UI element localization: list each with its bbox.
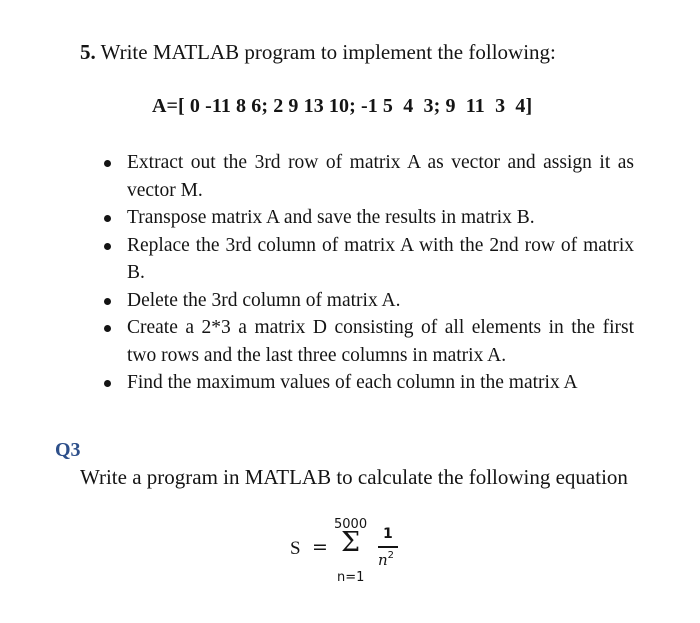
denominator-exponent: 2 xyxy=(387,550,395,561)
denominator-variable: n xyxy=(378,551,388,569)
bullet-icon xyxy=(104,298,111,305)
question-5-heading xyxy=(80,40,556,65)
task-text: Find the maximum values of each column in the matrix A xyxy=(127,372,578,393)
summation-equation xyxy=(290,514,420,594)
task-item xyxy=(104,149,634,204)
task-item xyxy=(104,314,634,369)
task-item xyxy=(104,204,634,232)
question-5-heading-text: Write MATLAB program to implement the following: xyxy=(100,40,556,64)
question-3-text: Write a program in MATLAB to calculate the following equation xyxy=(80,465,628,489)
fraction-bar xyxy=(378,546,398,548)
task-item xyxy=(104,232,634,287)
fraction-denominator xyxy=(378,550,394,569)
fraction-numerator: 1 xyxy=(383,526,393,542)
question-3-label: Q3 xyxy=(55,439,81,461)
task-text: Replace the 3rd column of matrix A with the 2nd row of matrix B. xyxy=(127,234,634,283)
task-text: Delete the 3rd column of matrix A. xyxy=(127,289,401,311)
question-5-number: 5. xyxy=(80,40,96,64)
equation-lhs: S xyxy=(290,538,301,559)
task-list xyxy=(104,149,634,397)
bullet-icon xyxy=(104,243,111,250)
equation-equals: = xyxy=(312,536,328,558)
bullet-icon xyxy=(104,380,111,387)
sum-lower-limit: n=1 xyxy=(337,570,365,585)
bullet-icon xyxy=(104,325,111,332)
bullet-icon xyxy=(104,160,111,167)
task-text: Extract out the 3rd row of matrix A as vector and assign it as vector M. xyxy=(127,152,634,201)
task-item xyxy=(104,369,634,397)
task-text: Transpose matrix A and save the results in matrix B. xyxy=(127,207,535,228)
task-item xyxy=(104,287,634,315)
task-text: Create a 2*3 a matrix D consisting of all elements in the first two rows and the last three columns in matrix A. xyxy=(127,317,634,366)
matrix-definition: A=[ 0 -11 8 6; 2 9 13 10; -1 5 4 3; 9 11 3 4] xyxy=(152,95,533,117)
sum-upper-limit: 5000 xyxy=(334,517,368,532)
bullet-icon xyxy=(104,215,111,222)
sigma-symbol: Σ xyxy=(341,527,361,558)
